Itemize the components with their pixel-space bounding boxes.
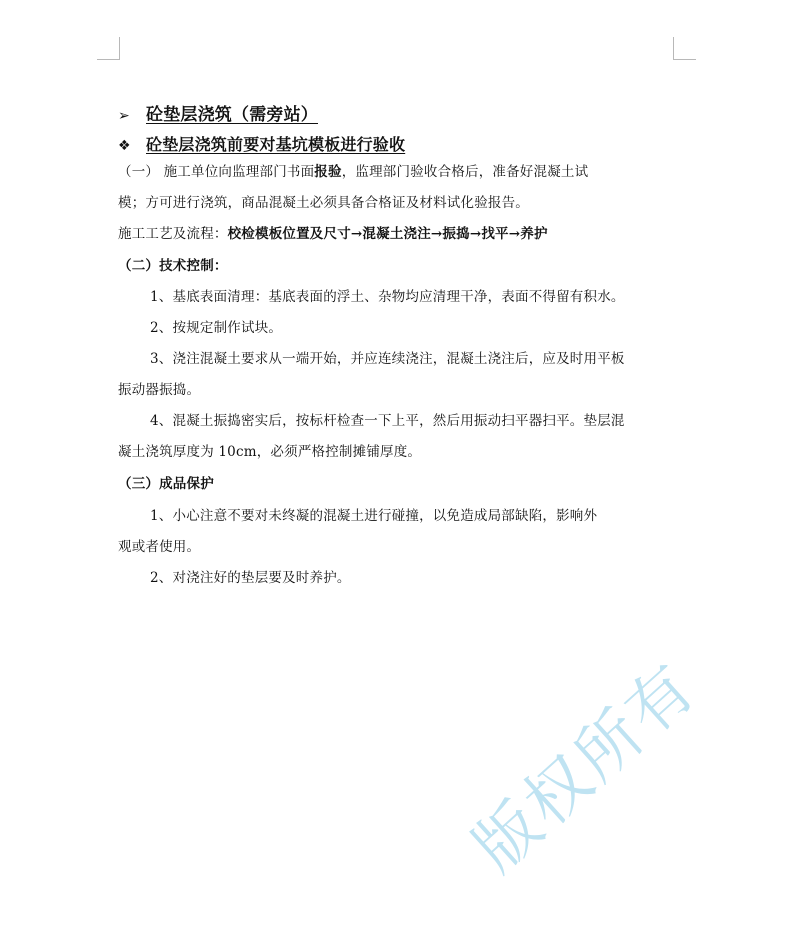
section3-item2: 2、对浇注好的垫层要及时养护。 <box>150 570 351 586</box>
heading-2-text: 砼垫层浇筑前要对基坑模板进行验收 <box>146 135 406 154</box>
section2-title: （二）技术控制： <box>118 258 228 274</box>
arrow-bullet-icon: ➢ <box>118 108 130 124</box>
para1-text-c: ，监理部门验收合格后，准备好混凝土试 <box>341 164 589 180</box>
diamond-bullet-icon: ❖ <box>118 138 131 154</box>
section2-item4-line1: 4、混凝土振捣密实后，按标杆检查一下上平，然后用振动扫平器扫平。垫层混 <box>150 413 625 429</box>
para1-line1 <box>118 160 588 180</box>
process-line <box>118 222 548 242</box>
process-label: 施工工艺及流程： <box>118 226 228 242</box>
section3-title: （三）成品保护 <box>118 476 214 492</box>
heading-1 <box>118 100 318 125</box>
margin-mark-top-right <box>673 37 696 60</box>
margin-mark-top-left <box>97 37 120 60</box>
section2-item4-line2: 凝土浇筑厚度为 10cm，必须严格控制摊铺厚度。 <box>118 444 422 460</box>
section2-item2: 2、按规定制作试块。 <box>150 320 283 336</box>
section2-item3-line2: 振动器振捣。 <box>118 382 201 398</box>
heading-2 <box>118 132 405 155</box>
section3-item1-line1: 1、小心注意不要对未终凝的混凝土进行碰撞，以免造成局部缺陷，影响外 <box>150 508 598 524</box>
section2-item1: 1、基底表面清理：基底表面的浮土、杂物均应清理干净，表面不得留有积水。 <box>150 289 625 305</box>
section3-item1-line2: 观或者使用。 <box>118 539 201 555</box>
watermark: 版权所有 <box>460 649 712 887</box>
para1-text-bold: 报验 <box>314 164 342 180</box>
heading-1-text: 砼垫层浇筑（需旁站） <box>146 105 318 125</box>
section2-item3-line1: 3、浇注混凝土要求从一端开始，并应连续浇注，混凝土浇注后，应及时用平板 <box>150 351 625 367</box>
para1-line2: 模；方可进行浇筑，商品混凝土必须具备合格证及材料试化验报告。 <box>118 195 529 211</box>
para1-text-a: （一） 施工单位向监理部门书面 <box>118 164 315 180</box>
process-steps: 校检模板位置及尺寸→混凝土浇注→振捣→找平→养护 <box>227 226 548 242</box>
